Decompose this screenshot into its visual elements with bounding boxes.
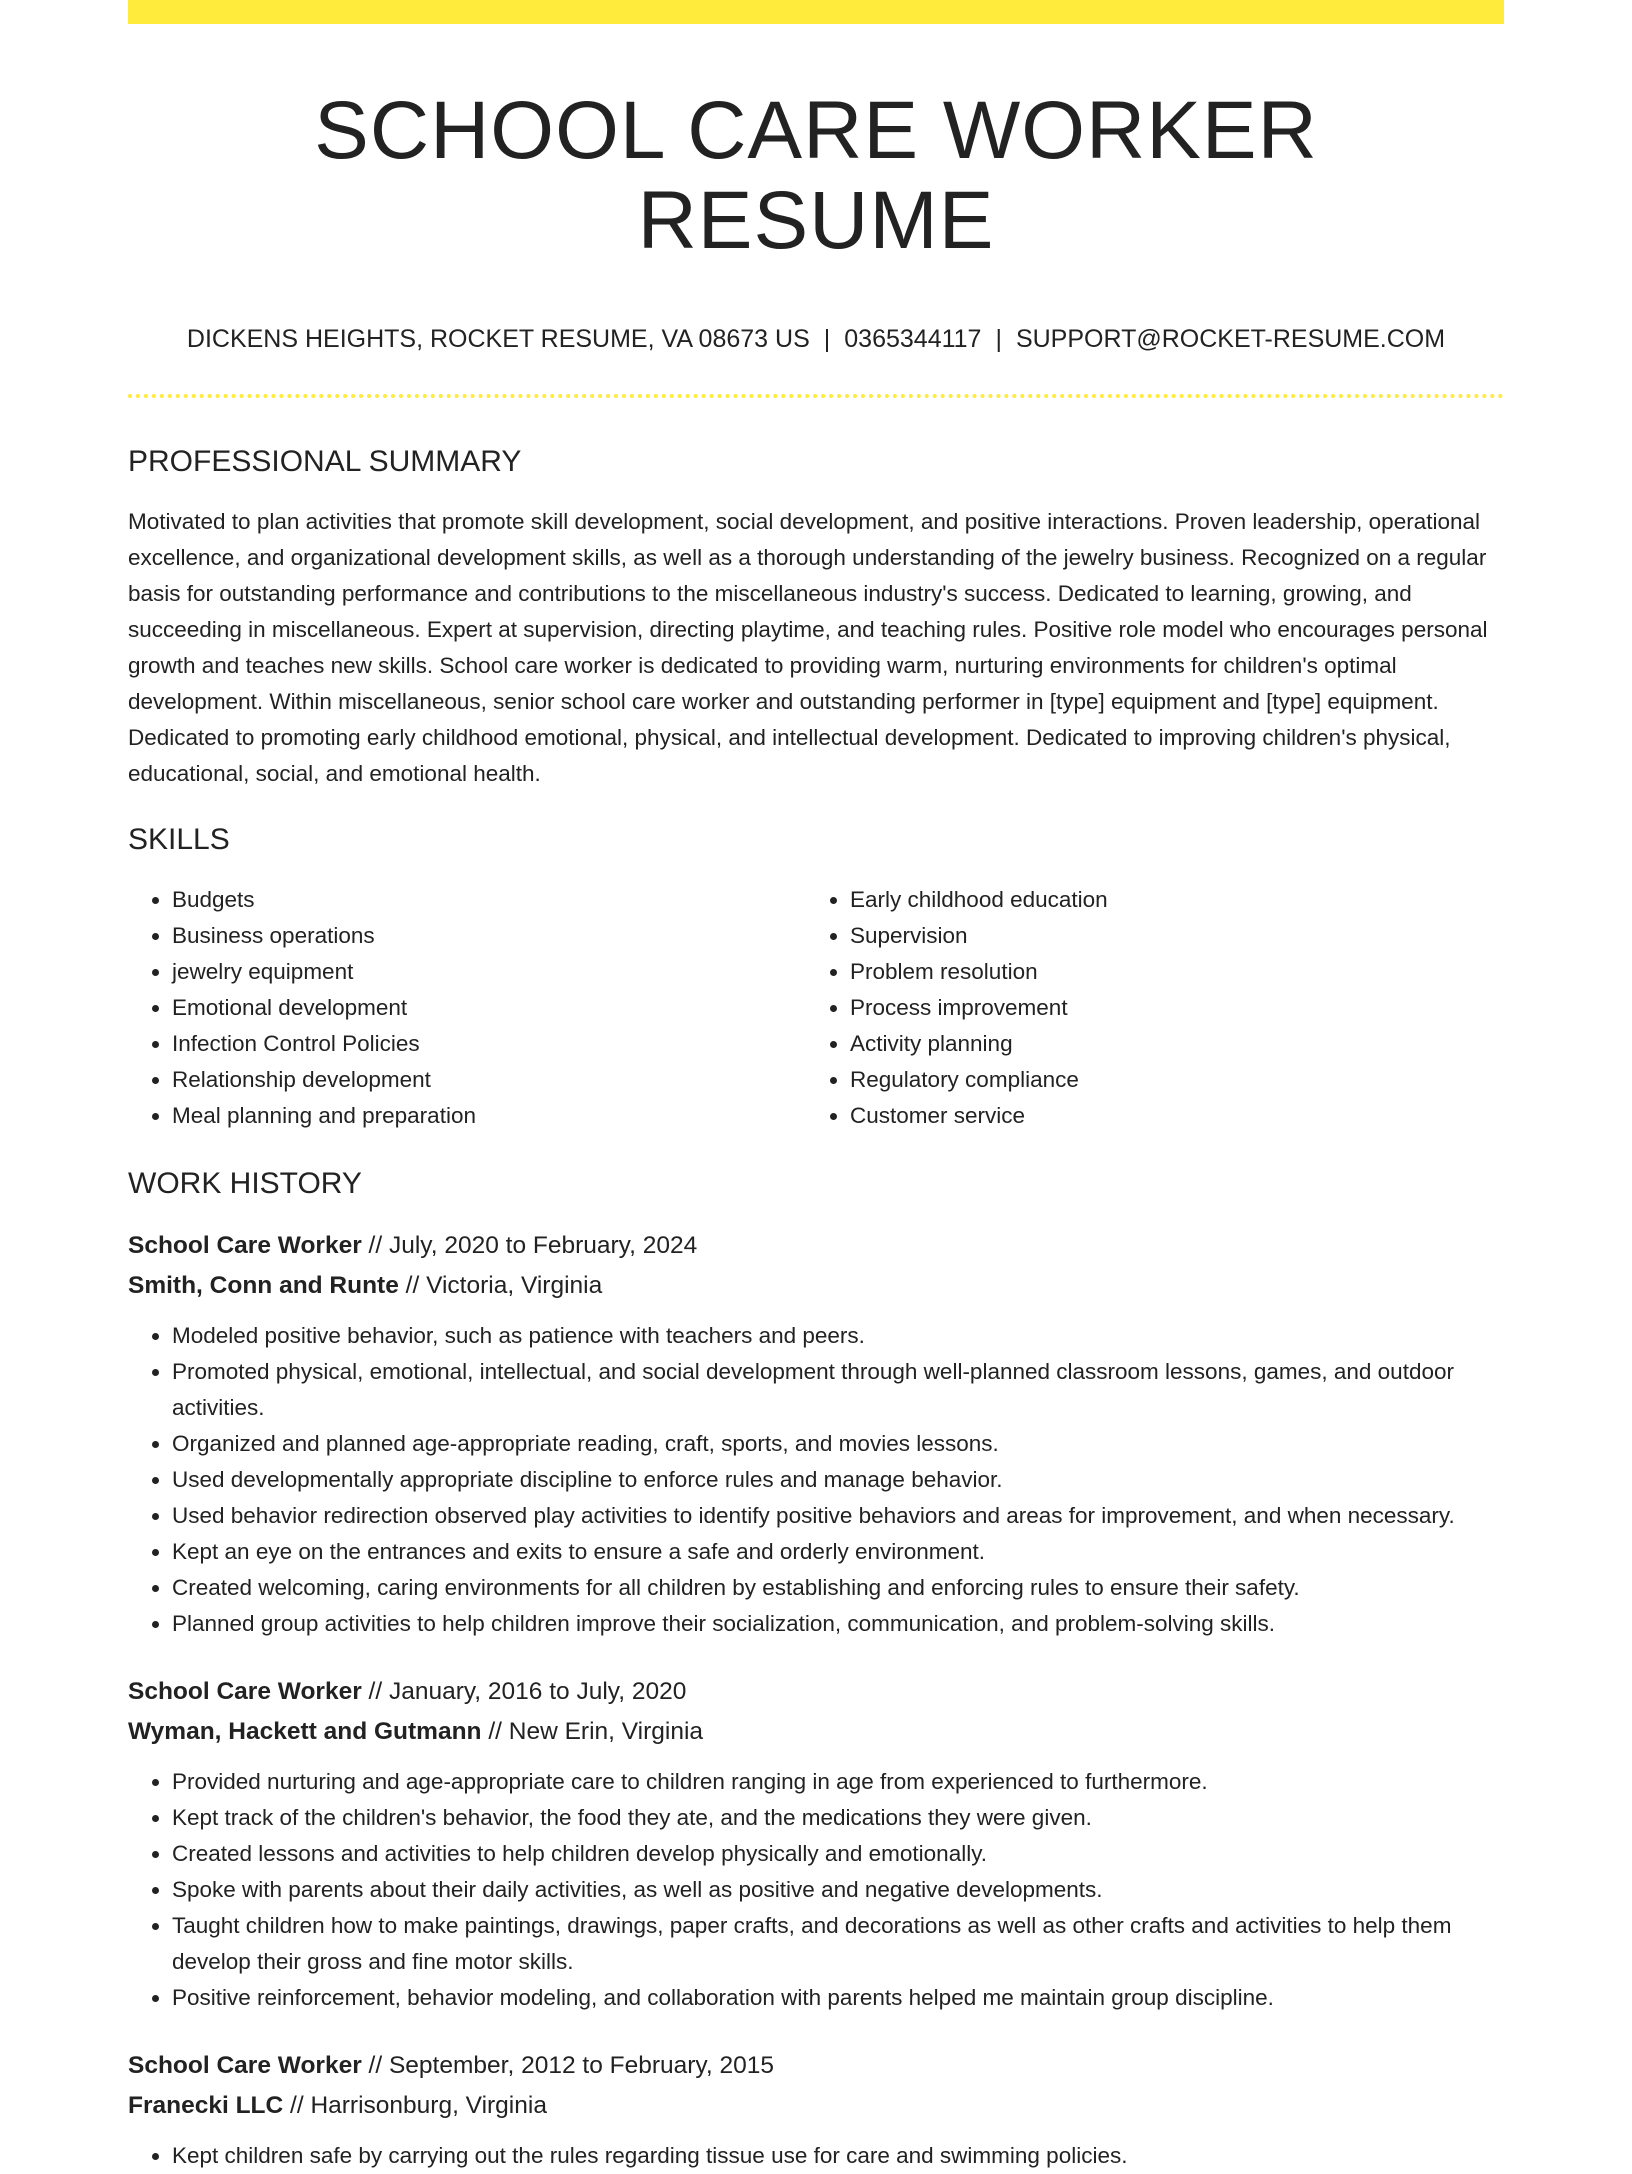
job-bullet: • Positive reinforcement, behavior modeling, and collaboration with parents helped me maintain group discipline. (172, 1980, 1504, 2016)
dotted-divider (128, 394, 1504, 398)
work-history-heading: WORK HISTORY (128, 1167, 362, 1201)
job-company-line (128, 1712, 1504, 1752)
job-dates: // July, 2020 to February, 2024 (368, 1232, 698, 1260)
job-bullet: • Provided nurturing and age-appropriate care to children ranging in age from experienced to furthermore. (172, 1764, 1504, 1800)
job-bullet: • Kept an eye on the entrances and exits to ensure a safe and orderly environment. (172, 1534, 1504, 1570)
contact-line (128, 324, 1504, 354)
skills-list (128, 882, 1504, 1134)
skill-item: • Customer service (850, 1098, 1484, 1134)
skill-item: • Process improvement (850, 990, 1484, 1026)
job-title-line (128, 1672, 1504, 1712)
skill-item: • Meal planning and preparation (172, 1098, 806, 1134)
resume-page (128, 0, 1504, 2174)
job-company: Wyman, Hackett and Gutmann (128, 1718, 482, 1746)
skill-item: • Supervision (850, 918, 1484, 954)
skill-item: • Regulatory compliance (850, 1062, 1484, 1098)
job-title: School Care Worker (128, 1232, 362, 1260)
job-bullet: • Promoted physical, emotional, intellectual, and social development through well-planned classroom lessons, games, and outdoor activities. (172, 1354, 1504, 1426)
job-bullet: • Created welcoming, caring environments for all children by establishing and enforcing rules to ensure their safety. (172, 1570, 1504, 1606)
job-bullet: • Used behavior redirection observed play activities to identify positive behaviors and areas for improvement, and when necessary. (172, 1498, 1504, 1534)
job-company-line (128, 1266, 1504, 1306)
skill-item: • Business operations (172, 918, 806, 954)
job-bullets (128, 1764, 1504, 2016)
summary-heading: PROFESSIONAL SUMMARY (128, 445, 522, 479)
job-location: // New Erin, Virginia (488, 1718, 704, 1746)
job-bullets (128, 2138, 1504, 2174)
skill-item: • Relationship development (172, 1062, 806, 1098)
job-bullet: • Taught children how to make paintings, drawings, paper crafts, and decorations as well as other crafts and activities to help them develop their gross and fine motor skills. (172, 1908, 1504, 1980)
skill-item: • Problem resolution (850, 954, 1484, 990)
skill-item: • Early childhood education (850, 882, 1484, 918)
contact-separator: | (823, 325, 831, 354)
job-entry (128, 1226, 1504, 1642)
job-title-line (128, 2046, 1504, 2086)
skills-column-right (806, 882, 1484, 1134)
summary-text: Motivated to plan activities that promote skill development, social development, and positive interactions. Proven leadership, operational excellence, and organizational development skills, as well as a thorough understanding of the jewelry business. Recognized on a regular basis for outstanding performance and contributions to the miscellaneous industry's success. Dedicated to learning, growing, and succeeding in miscellaneous. Expert at supervision, directing playtime, and teaching rules. Positive role model who encourages personal growth and teaches new skills. School care worker is dedicated to providing warm, nurturing environments for children's optimal development. Within miscellaneous, senior school care worker and outstanding performer in [type] equipment and [type] equipment. Dedicated to promoting early childhood emotional, physical, and intellectual development. Dedicated to improving children's physical, educational, social, and emotional health. (128, 509, 1488, 787)
job-dates: // September, 2012 to February, 2015 (368, 2052, 774, 2080)
skills-heading: SKILLS (128, 823, 230, 857)
job-entry (128, 2046, 1504, 2174)
contact-phone: 0365344117 (844, 325, 982, 354)
job-title: School Care Worker (128, 1678, 362, 1706)
job-bullet: • Planned group activities to help children improve their socialization, communication, and problem-solving skills. (172, 1606, 1504, 1642)
contact-address: DICKENS HEIGHTS, ROCKET RESUME, VA 08673 US (186, 325, 810, 354)
job-dates: // January, 2016 to July, 2020 (368, 1678, 687, 1706)
skill-item: • Budgets (172, 882, 806, 918)
skill-item: • Activity planning (850, 1026, 1484, 1062)
job-bullet: • Kept track of the children's behavior, the food they ate, and the medications they were given. (172, 1800, 1504, 1836)
job-entry (128, 1672, 1504, 2016)
job-location: // Harrisonburg, Virginia (290, 2092, 547, 2120)
job-company: Smith, Conn and Runte (128, 1272, 399, 1300)
contact-separator: | (995, 325, 1002, 354)
job-title: School Care Worker (128, 2052, 362, 2080)
job-bullet: • Organized and planned age-appropriate reading, craft, sports, and movies lessons. (172, 1426, 1504, 1462)
job-title-line (128, 1226, 1504, 1266)
skill-item: • Emotional development (172, 990, 806, 1026)
job-company-line (128, 2086, 1504, 2126)
top-accent-bar (128, 0, 1504, 24)
job-bullet: • Kept children safe by carrying out the rules regarding tissue use for care and swimming policies. (172, 2138, 1504, 2174)
contact-email: SUPPORT@ROCKET-RESUME.COM (1015, 325, 1446, 354)
skills-column-left (128, 882, 806, 1134)
job-bullet: • Modeled positive behavior, such as patience with teachers and peers. (172, 1318, 1504, 1354)
job-bullets (128, 1318, 1504, 1642)
job-bullet: • Created lessons and activities to help children develop physically and emotionally. (172, 1836, 1504, 1872)
job-location: // Victoria, Virginia (405, 1272, 603, 1300)
skill-item: • jewelry equipment (172, 954, 806, 990)
job-company: Franecki LLC (128, 2092, 284, 2120)
job-bullet: • Used developmentally appropriate discipline to enforce rules and manage behavior. (172, 1462, 1504, 1498)
work-history-list (128, 1226, 1504, 2174)
resume-title: SCHOOL CARE WORKER RESUME (314, 85, 1318, 267)
skill-item: • Infection Control Policies (172, 1026, 806, 1062)
job-bullet: • Spoke with parents about their daily activities, as well as positive and negative developments. (172, 1872, 1504, 1908)
